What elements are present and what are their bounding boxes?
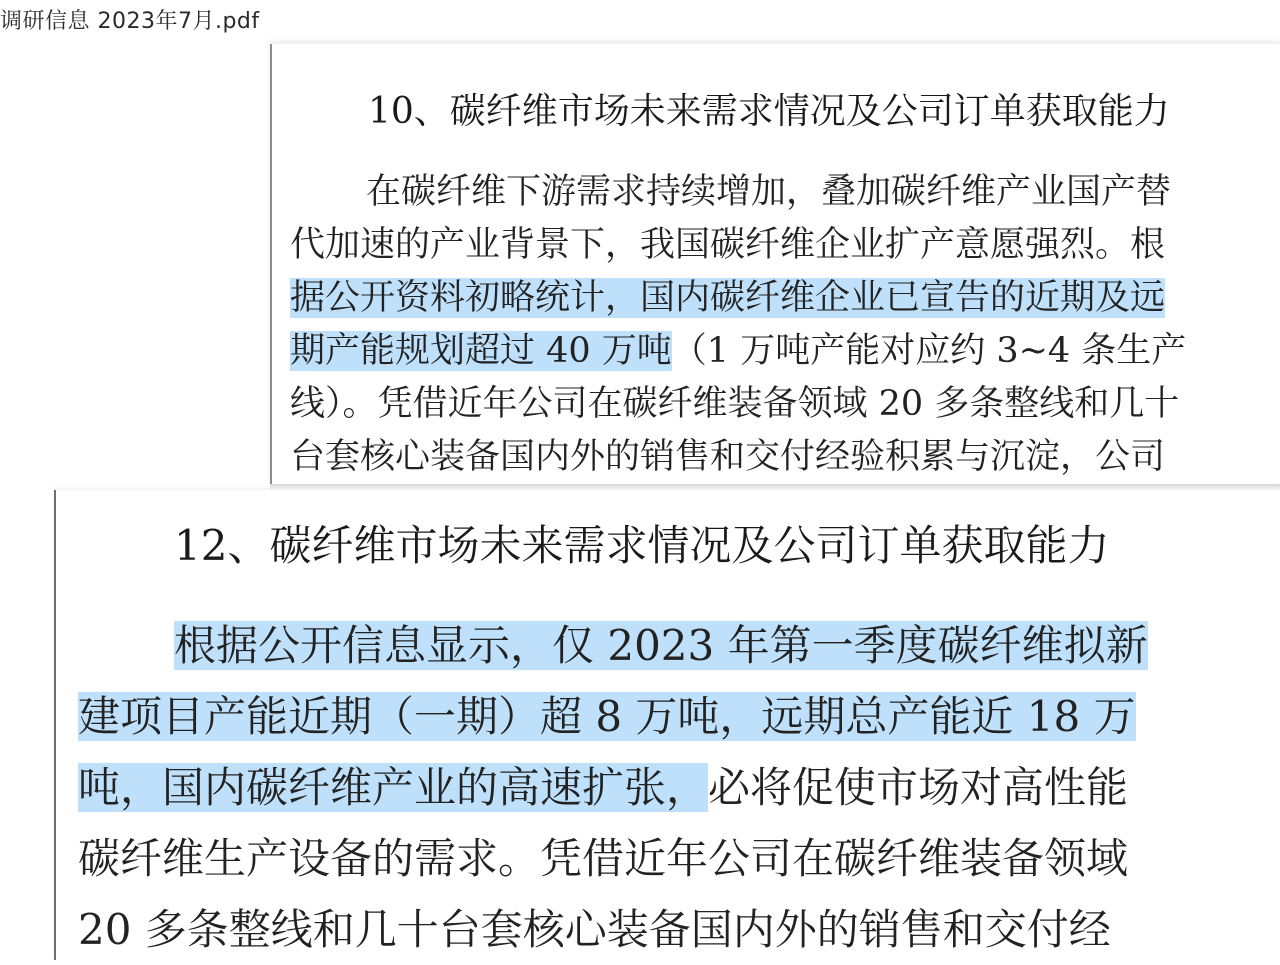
text-line [290,272,1274,325]
text-plain: 在碳纤维下游需求持续增加，叠加碳纤维产业国产替 [366,172,1172,212]
text-line [290,378,1274,431]
text-plain: 线）。凭借近年公司在碳纤维装备领域 20 多条整线和几十 [290,384,1180,424]
text-line [290,431,1274,484]
highlighted-text: 根据公开信息显示，仅 2023 年第一季度碳纤维拟新 [174,621,1148,670]
section-heading: 12、碳纤维市场未来需求情况及公司订单获取能力 [174,521,1110,570]
highlighted-text: 据公开资料初略统计，国内碳纤维企业已宣告的近期及远 [290,278,1166,318]
text-line [78,681,1278,752]
text-plain: 20 多条整线和几十台套核心装备国内外的销售和交付经 [78,905,1111,954]
text-plain: 代加速的产业背景下，我国碳纤维企业扩产意愿强烈。根 [290,225,1166,265]
file-title: 调研信息 2023年7月.pdf [0,9,260,34]
text-plain: （1 万吨产能对应约 3~4 条生产 [671,331,1187,371]
highlighted-text: 吨，国内碳纤维产业的高速扩张， [78,763,709,812]
text-line [78,752,1278,823]
text-line [78,610,1278,681]
text-line [290,325,1274,378]
highlighted-text: 建项目产能近期（一期）超 8 万吨，远期总产能近 18 万 [78,692,1136,741]
text-plain: 台套核心装备国内外的销售和交付经验积累与沉淀，公司 [290,437,1166,477]
text-line [290,166,1274,219]
document-page-bottom [54,490,1280,960]
section-heading: 10、碳纤维市场未来需求情况及公司订单获取能力 [368,91,1170,132]
text-line [290,219,1274,272]
paragraph [78,610,1278,965]
text-plain: 碳纤维生产设备的需求。凭借近年公司在碳纤维装备领域 [78,834,1129,883]
text-plain: 必将促使市场对高性能 [708,763,1129,812]
highlighted-text: 期产能规划超过 40 万吨 [290,331,672,371]
paragraph [290,166,1274,484]
text-line [78,894,1278,965]
text-line [78,823,1278,894]
document-page-top [270,44,1280,484]
